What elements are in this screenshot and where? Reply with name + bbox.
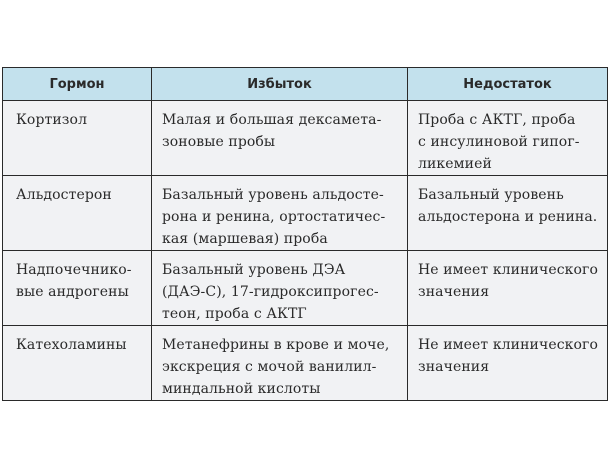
excess-cell [152, 101, 408, 176]
excess-text: Метанефрины в крове и моче, экскреция с мочой ванилил- миндальной кислоты [162, 337, 390, 397]
hormone-cell [3, 176, 152, 251]
excess-cell [152, 326, 408, 401]
table-row [3, 101, 608, 176]
deficiency-cell [408, 101, 608, 176]
deficiency-cell [408, 251, 608, 326]
excess-cell [152, 176, 408, 251]
excess-text: Базальный уровень альдосте- рона и ренина, ортостатичес- кая (маршевая) проба [162, 187, 386, 247]
header-row [3, 68, 608, 101]
deficiency-cell [408, 176, 608, 251]
hormone-table-container [2, 67, 607, 401]
table-header [3, 68, 608, 101]
header-excess: Избыток [152, 68, 408, 101]
table-row [3, 176, 608, 251]
deficiency-text: Проба с АКТГ, проба с инсулиновой гипог- ликемией [418, 112, 580, 172]
deficiency-text: Базальный уровень альдостерона и ренина. [418, 187, 598, 225]
table-body [3, 101, 608, 401]
excess-text: Малая и большая дексамета- зоновые пробы [162, 112, 382, 150]
hormone-cell [3, 251, 152, 326]
header-hormone: Гормон [3, 68, 152, 101]
deficiency-cell [408, 326, 608, 401]
deficiency-text: Не имеет клинического значения [418, 337, 598, 375]
hormone-text: Кортизол [16, 112, 88, 128]
table-row [3, 251, 608, 326]
hormone-cell [3, 326, 152, 401]
table-row [3, 326, 608, 401]
hormone-text: Надпочечнико- вые андрогены [16, 262, 132, 300]
hormone-text: Катехоламины [16, 337, 127, 353]
excess-text: Базальный уровень ДЭА (ДАЭ-С), 17-гидроксипрогес- теон, проба с АКТГ [162, 262, 379, 322]
header-deficiency: Недостаток [408, 68, 608, 101]
hormone-table [2, 67, 608, 401]
excess-cell [152, 251, 408, 326]
hormone-cell [3, 101, 152, 176]
deficiency-text: Не имеет клинического значения [418, 262, 598, 300]
hormone-text: Альдостерон [16, 187, 112, 203]
